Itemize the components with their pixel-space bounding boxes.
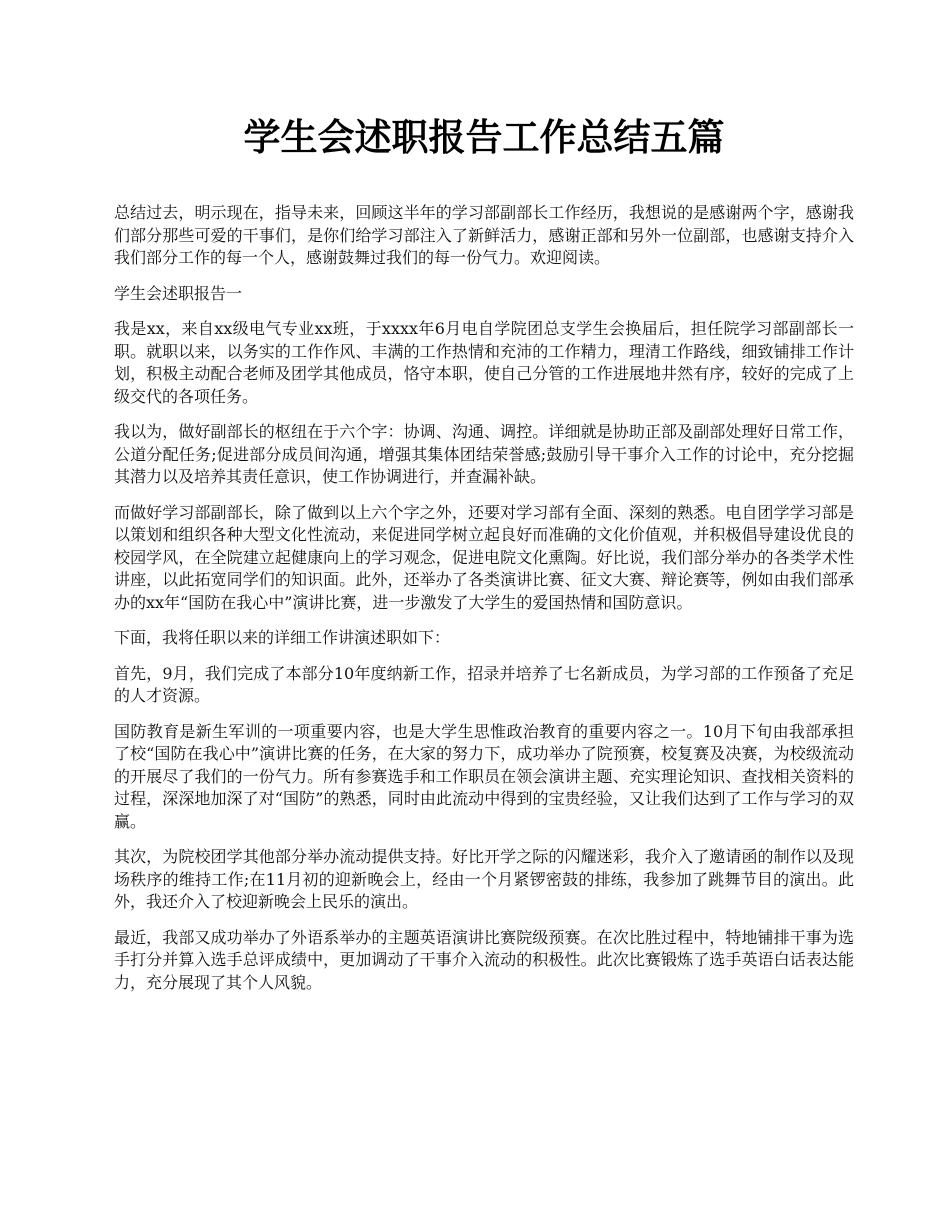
paragraph: 我以为，做好副部长的枢纽在于六个字：协调、沟通、调控。详细就是协助正部及副部处理好日常工作，公道分配任务;促进部分成员间沟通，增强其集体团结荣誉感;鼓励引导干事介入工作的讨论中，充分挖掘其潜力以及培养其责任意识，使工作协调进行，并查漏补缺。 [114,422,854,486]
paragraph: 我是xx，来自xx级电气专业xx班，于xxxx年6月电自学院团总支学生会换届后，担任院学习部副部长一职。就职以来，以务实的工作作风、丰满的工作热情和充沛的工作精力，理清工作路线，细致铺排工作计划，积极主动配合老师及团学其他成员，恪守本职，使自己分管的工作进展地井然有序，较好的完成了上级交代的各项任务。 [114,319,854,406]
section-heading: 学生会述职报告一 [114,283,243,303]
paragraph: 其次，为院校团学其他部分举办流动提供支持。好比开学之际的闪耀迷彩，我介入了邀请函的制作以及现场秩序的维持工作;在11月初的迎新晚会上，经由一个月紧锣密鼓的排练，我参加了跳舞节目的演出。此外，我还介入了校迎新晚会上民乐的演出。 [114,847,854,911]
paragraph: 首先，9月，我们完成了本部分10年度纳新工作，招录并培养了七名新成员，为学习部的工作预备了充足的人才资源。 [114,663,854,705]
paragraph: 最近，我部又成功举办了外语系举办的主题英语演讲比赛院级预赛。在次比胜过程中，特地铺排干事为选手打分并算入选手总评成绩中，更加调动了干事介入流动的积极性。此次比赛锻炼了选手英语白话表达能力，充分展现了其个人风貌。 [114,927,854,992]
paragraph-intro: 总结过去，明示现在，指导未来，回顾这半年的学习部副部长工作经历，我想说的是感谢两个字，感谢我们部分那些可爱的干事们，是你们给学习部注入了新鲜活力，感谢正部和另外一位副部，也感谢支持介入我们部分工作的每一个人，感谢鼓舞过我们的每一份气力。欢迎阅读。 [114,203,854,267]
document-page [114,112,854,1007]
paragraph: 而做好学习部副部长，除了做到以上六个字之外，还要对学习部有全面、深刻的熟悉。电自团学学习部是以策划和组织各种大型文化性流动，来促进同学树立起良好而准确的文化价值观，并积极倡导建设优良的校园学风，在全院建立起健康向上的学习观念，促进电院文化熏陶。好比说，我们部分举办的各类学术性讲座，以此拓宽同学们的知识面。此外，还举办了各类演讲比赛、征文大赛、辩论赛等，例如由我们部承办的xx年“国防在我心中”演讲比赛，进一步激发了大学生的爱国热情和国防意识。 [114,502,854,612]
paragraph: 下面，我将任职以来的详细工作讲演述职如下： [114,628,451,647]
paragraph: 国防教育是新生军训的一项重要内容，也是大学生思惟政治教育的重要内容之一。10月下旬由我部承担了校“国防在我心中”演讲比赛的任务，在大家的努力下，成功举办了院预赛，校复赛及决赛，为校级流动的开展尽了我们的一份气力。所有参赛选手和工作职员在领会演讲主题、充实理论知识、查找相关资料的过程，深深地加深了对“国防”的熟悉，同时由此流动中得到的宝贵经验，又让我们达到了工作与学习的双赢。 [114,721,854,831]
document-title: 学生会述职报告工作总结五篇 [243,115,725,159]
